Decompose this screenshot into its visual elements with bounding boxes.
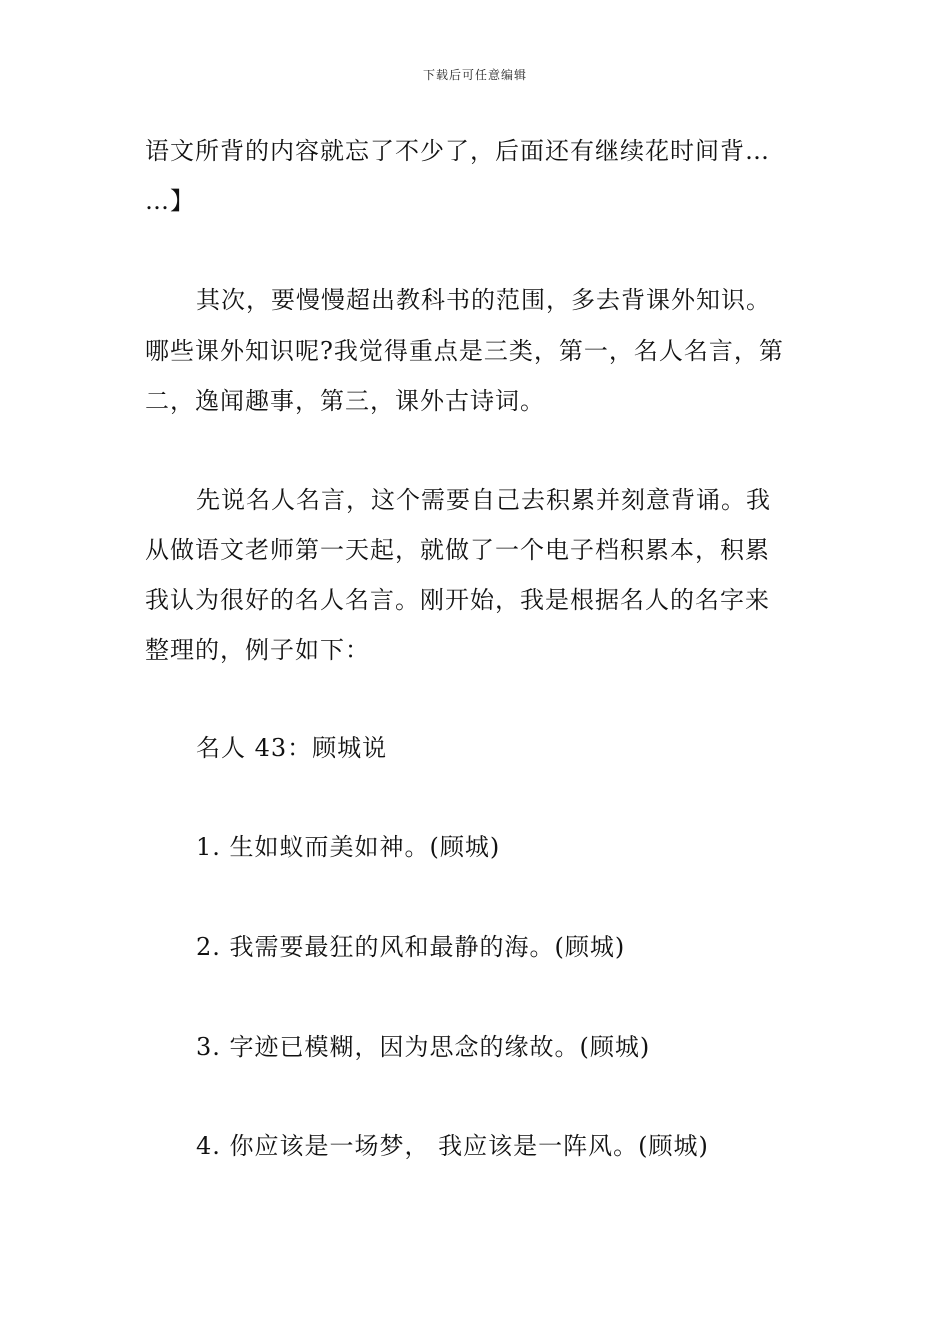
paragraph-start-line: 先说名人名言，这个需要自己去积累并刻意背诵。我 [196, 486, 771, 514]
list-item: 3. 字迹已模糊，因为思念的缘故。(顾城) [196, 1033, 651, 1061]
section-heading: 名人 43：顾城说 [196, 734, 388, 762]
list-item: 2. 我需要最狂的风和最静的海。(顾城) [196, 933, 626, 961]
text-line: 哪些课外知识呢?我觉得重点是三类，第一，名人名言，第 [145, 337, 784, 365]
text-line: 我认为很好的名人名言。刚开始，我是根据名人的名字来 [145, 586, 770, 614]
list-item: 4. 你应该是一场梦， 我应该是一阵风。(顾城) [196, 1132, 709, 1160]
text-line: …】 [145, 187, 195, 215]
paragraph-start-line: 其次，要慢慢超出教科书的范围，多去背课外知识。 [196, 286, 771, 314]
page-header: 下载后可任意编辑 [422, 68, 527, 82]
list-item: 1. 生如蚁而美如神。(顾城) [196, 833, 501, 861]
text-line: 二，逸闻趣事，第三，课外古诗词。 [145, 387, 545, 415]
text-line: 语文所背的内容就忘了不少了，后面还有继续花时间背… [145, 137, 770, 165]
text-line: 整理的，例子如下： [145, 636, 370, 664]
text-line: 从做语文老师第一天起，就做了一个电子档积累本，积累 [145, 536, 770, 564]
